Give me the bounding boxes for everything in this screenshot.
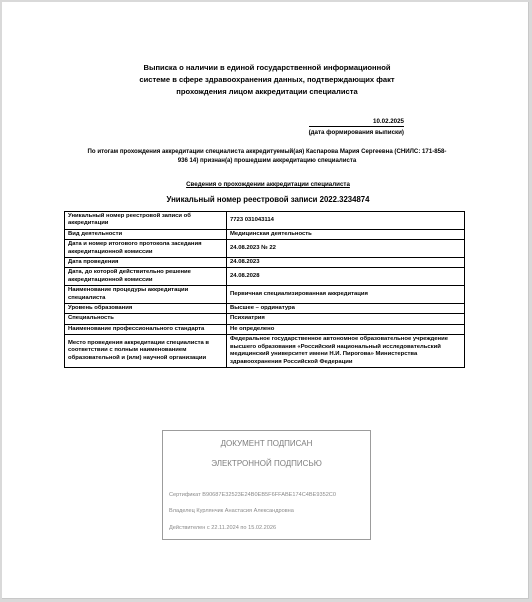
row-value: 7723 031043114 [227, 212, 465, 230]
title-line: системе в сфере здравоохранения данных, подтверждающих факт [139, 75, 395, 84]
row-value: Первичная специализированная аккредитация [227, 286, 465, 304]
row-key: Специальность [65, 314, 227, 324]
document-title [92, 62, 442, 98]
intro-line: 936 14) признан(а) прошедшим аккредитацию специалиста [177, 157, 357, 164]
table-row [65, 258, 465, 268]
stamp-subheading: ЭЛЕКТРОННОЙ ПОДПИСЬЮ [211, 459, 322, 468]
stamp-certificate: Сертификат B90687E32523E24B0EB5F6FFABE174C4BE9352C0 [169, 492, 336, 498]
row-value: 24.08.2023 [227, 258, 465, 268]
stamp-owner: Владелец Курлянчик Анастасия Александровна [169, 508, 294, 514]
row-key: Уровень образования [65, 304, 227, 314]
issue-date-block [309, 117, 404, 137]
table-row [65, 229, 465, 239]
stamp-heading: ДОКУМЕНТ ПОДПИСАН [220, 439, 313, 448]
row-value: 24.08.2023 № 22 [227, 240, 465, 258]
table-row [65, 240, 465, 258]
document-page [2, 2, 529, 599]
table-row [65, 335, 465, 368]
row-value: Медицинская деятельность [227, 229, 465, 239]
row-value: Психиатрия [227, 314, 465, 324]
row-key: Дата, до которой действительно решение аккредитационной комиссии [65, 268, 227, 286]
row-value: Не определено [227, 324, 465, 334]
stamp-validity: Действителен с 22.11.2024 по 15.02.2026 [169, 525, 277, 531]
row-key: Наименование процедуры аккредитации специалиста [65, 286, 227, 304]
accreditation-table [64, 211, 465, 368]
row-value: Высшее – ординатура [227, 304, 465, 314]
section-heading: Сведения о прохождении аккредитации специалиста [186, 181, 350, 188]
row-value: 24.08.2028 [227, 268, 465, 286]
row-value: Федеральное государственное автономное образовательное учреждение высшего образования «Российский национальный исследовательский медицинский университет имени Н.И. Пирогова» Министерства здравоохранения Российской Федерации [227, 335, 465, 368]
registry-number: Уникальный номер реестровой записи 2022.3234874 [166, 195, 370, 204]
table-row [65, 324, 465, 334]
title-line: прохождения лицом аккредитации специалиста [176, 87, 358, 96]
title-line: Выписка о наличии в единой государственной информационной [143, 63, 391, 72]
row-key: Место проведения аккредитации специалиста в соответствии с полным наименованием образовательной и (или) научной организации [65, 335, 227, 368]
row-key: Уникальный номер реестровой записи об аккредитации [65, 212, 227, 230]
intro-line: По итогам прохождения аккредитации специалиста аккредитуемый(ая) Каспарова Мария Сергеевна (СНИЛС: 171-858- [87, 148, 447, 155]
issue-date-caption: (дата формирования выписки) [309, 126, 404, 137]
row-key: Дата проведения [65, 258, 227, 268]
intro-text [68, 147, 466, 165]
row-key: Вид деятельности [65, 229, 227, 239]
table-row [65, 268, 465, 286]
table-row [65, 212, 465, 230]
table-row [65, 286, 465, 304]
row-key: Дата и номер итогового протокола заседания аккредитационной комиссии [65, 240, 227, 258]
table-row [65, 304, 465, 314]
table-row [65, 314, 465, 324]
issue-date: 10.02.2025 [373, 118, 404, 125]
row-key: Наименование профессионального стандарта [65, 324, 227, 334]
electronic-signature-stamp [162, 430, 371, 540]
